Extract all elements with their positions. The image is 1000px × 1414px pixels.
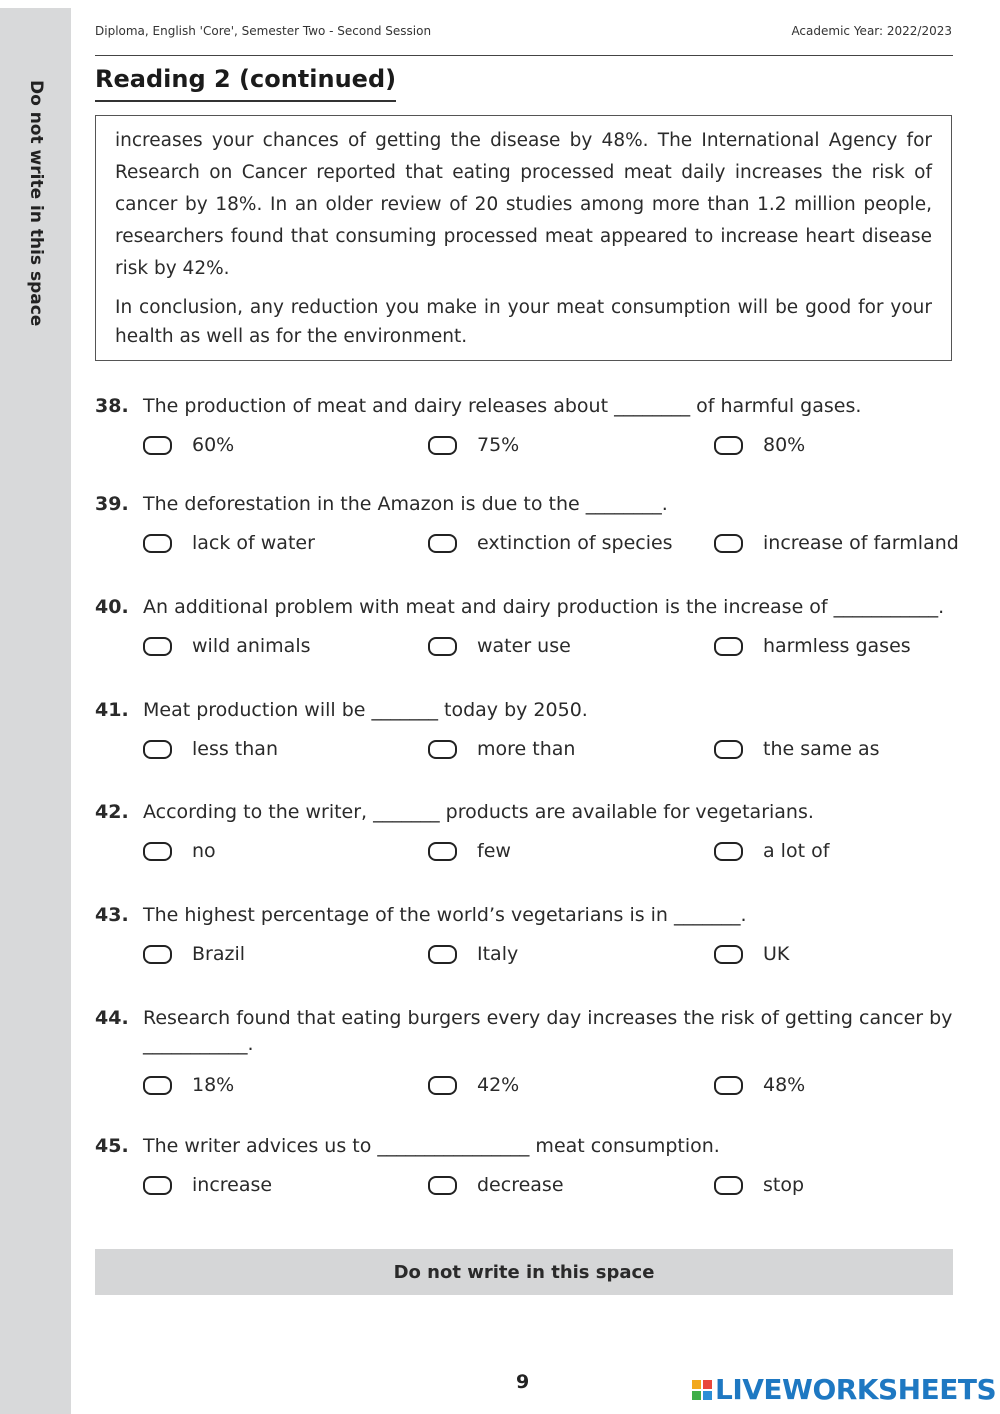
margin-strip	[0, 8, 71, 1414]
option-label: 60%	[192, 434, 235, 456]
question-40	[95, 593, 955, 665]
option-label: no	[192, 840, 216, 862]
option-label: wild animals	[192, 635, 311, 657]
option-b[interactable]	[428, 840, 511, 862]
option-c[interactable]	[714, 635, 911, 657]
option-b[interactable]	[428, 943, 518, 965]
option-b[interactable]	[428, 532, 673, 554]
answer-bubble[interactable]	[143, 1176, 172, 1195]
question-number: 42.	[95, 801, 129, 823]
answer-bubble[interactable]	[143, 534, 172, 553]
option-label: extinction of species	[477, 532, 673, 554]
option-c[interactable]	[714, 1074, 805, 1096]
answer-bubble[interactable]	[714, 436, 743, 455]
reading-passage	[95, 115, 952, 361]
answer-bubble[interactable]	[143, 842, 172, 861]
question-text: An additional problem with meat and dairy production is the increase of ___________.	[143, 596, 945, 618]
option-label: few	[477, 840, 511, 862]
footer-no-write-bar: Do not write in this space	[95, 1249, 953, 1295]
logo-mark-square	[703, 1380, 712, 1389]
answer-bubble[interactable]	[143, 945, 172, 964]
logo-text: LIVEWORKSHEETS	[715, 1373, 997, 1406]
option-c[interactable]	[714, 738, 880, 760]
option-label: decrease	[477, 1174, 564, 1196]
option-b[interactable]	[428, 738, 575, 760]
question-number: 45.	[95, 1135, 129, 1157]
option-label: water use	[477, 635, 571, 657]
answer-bubble[interactable]	[428, 1076, 457, 1095]
option-label: a lot of	[763, 840, 830, 862]
header-academic-year: Academic Year: 2022/2023	[791, 24, 952, 38]
answer-bubble[interactable]	[428, 945, 457, 964]
question-44	[95, 1004, 955, 1104]
liveworksheets-logo	[692, 1373, 996, 1406]
option-label: less than	[192, 738, 278, 760]
answer-bubble[interactable]	[428, 740, 457, 759]
option-b[interactable]	[428, 1074, 519, 1096]
option-label: 48%	[763, 1074, 806, 1096]
option-c[interactable]	[714, 943, 789, 965]
option-a[interactable]	[143, 1174, 272, 1196]
option-a[interactable]	[143, 738, 278, 760]
answer-bubble[interactable]	[714, 1076, 743, 1095]
option-label: harmless gases	[763, 635, 911, 657]
option-label: 80%	[763, 434, 806, 456]
answer-bubble[interactable]	[714, 740, 743, 759]
option-a[interactable]	[143, 943, 245, 965]
option-a[interactable]	[143, 840, 216, 862]
option-a[interactable]	[143, 434, 234, 456]
logo-mark-square	[692, 1380, 701, 1389]
question-43	[95, 901, 955, 973]
logo-mark-icon	[692, 1380, 712, 1400]
question-number: 43.	[95, 904, 129, 926]
answer-bubble[interactable]	[428, 842, 457, 861]
option-label: Italy	[477, 943, 519, 965]
option-label: stop	[763, 1174, 805, 1196]
passage-paragraph: increases your chances of getting the disease by 48%. The International Agency for Research on Cancer reported that eating processed meat daily increases the risk of cancer by 18%. In an older review of 20 studies among more than 1.2 million people, researchers found that consuming processed meat appeared to increase heart disease risk by 42%.	[115, 130, 932, 279]
option-c[interactable]	[714, 1174, 804, 1196]
option-label: 42%	[477, 1074, 520, 1096]
answer-bubble[interactable]	[714, 534, 743, 553]
question-number: 39.	[95, 493, 129, 515]
logo-mark-square	[692, 1391, 701, 1400]
section-title: Reading 2 (continued)	[95, 65, 396, 102]
answer-bubble[interactable]	[143, 740, 172, 759]
question-number: 41.	[95, 699, 129, 721]
question-number: 38.	[95, 395, 129, 417]
answer-bubble[interactable]	[428, 534, 457, 553]
margin-note: Do not write in this space	[26, 80, 46, 327]
option-a[interactable]	[143, 532, 315, 554]
answer-bubble[interactable]	[714, 1176, 743, 1195]
option-label: 18%	[192, 1074, 235, 1096]
question-text-continued: ___________.	[143, 1033, 254, 1055]
question-text: According to the writer, _______ products are available for vegetarians.	[143, 801, 814, 823]
passage-paragraph: In conclusion, any reduction you make in your meat consumption will be good for your health as well as for the environment.	[115, 297, 932, 347]
question-text: The writer advices us to ________________ meat consumption.	[143, 1135, 720, 1157]
option-label: lack of water	[192, 532, 315, 554]
option-a[interactable]	[143, 1074, 234, 1096]
option-label: more than	[477, 738, 576, 760]
answer-bubble[interactable]	[428, 436, 457, 455]
option-b[interactable]	[428, 1174, 564, 1196]
option-label: 75%	[477, 434, 520, 456]
answer-bubble[interactable]	[143, 436, 172, 455]
question-45	[95, 1132, 955, 1204]
question-text: The production of meat and dairy releases about ________ of harmful gases.	[143, 395, 862, 417]
option-label: increase of farmland	[763, 532, 959, 554]
question-42	[95, 798, 955, 870]
page-number: 9	[516, 1371, 530, 1393]
header-course: Diploma, English 'Core', Semester Two - Second Session	[95, 24, 432, 38]
option-label: the same as	[763, 738, 880, 760]
answer-bubble[interactable]	[714, 637, 743, 656]
option-b[interactable]	[428, 434, 519, 456]
question-text: Research found that eating burgers every day increases the risk of getting cancer by	[143, 1007, 953, 1029]
question-number: 44.	[95, 1007, 129, 1029]
question-text: The deforestation in the Amazon is due to the ________.	[143, 493, 668, 515]
option-label: increase	[192, 1174, 273, 1196]
logo-mark-square	[703, 1391, 712, 1400]
answer-bubble[interactable]	[714, 945, 743, 964]
header-divider	[95, 55, 953, 56]
option-c[interactable]	[714, 840, 829, 862]
answer-bubble[interactable]	[143, 637, 172, 656]
option-c[interactable]	[714, 434, 805, 456]
answer-bubble[interactable]	[428, 637, 457, 656]
question-text: The highest percentage of the world’s vegetarians is in _______.	[143, 904, 747, 926]
answer-bubble[interactable]	[143, 1076, 172, 1095]
question-38	[95, 392, 955, 464]
question-number: 40.	[95, 596, 129, 618]
option-label: Brazil	[192, 943, 246, 965]
option-a[interactable]	[143, 635, 311, 657]
option-c[interactable]	[714, 532, 959, 554]
option-label: UK	[763, 943, 790, 965]
option-b[interactable]	[428, 635, 571, 657]
answer-bubble[interactable]	[428, 1176, 457, 1195]
question-41	[95, 696, 955, 768]
question-39	[95, 490, 959, 562]
question-text: Meat production will be _______ today by 2050.	[143, 699, 588, 721]
answer-bubble[interactable]	[714, 842, 743, 861]
